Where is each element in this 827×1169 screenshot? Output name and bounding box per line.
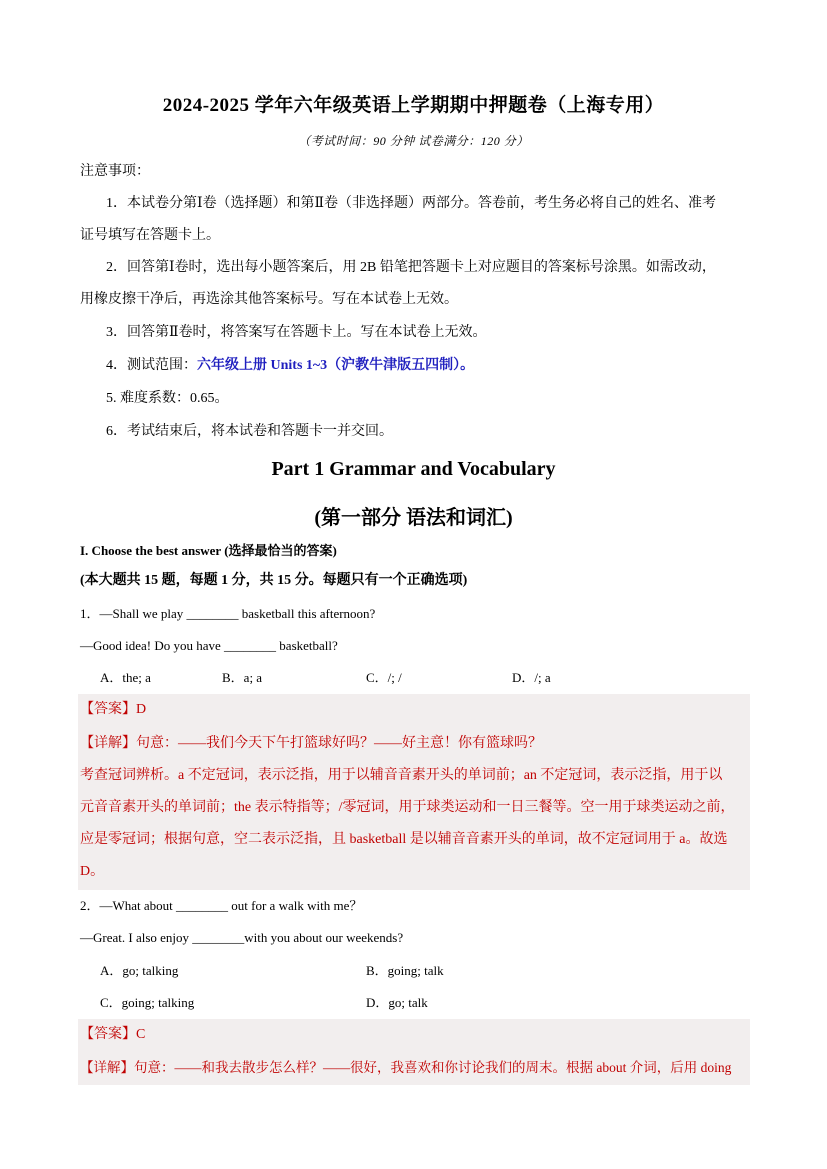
note-line: 2．回答第Ⅰ卷时，选出每小题答案后，用 2B 铅笔把答题卡上对应题目的答案标号涂黑。如需改动，: [106, 260, 716, 275]
answer-label: 【答案】: [80, 702, 136, 717]
question-1-option-c: C．/; /: [366, 670, 402, 685]
explain-line: 考查冠词辨析。a 不定冠词，表示泛指，用于以辅音音素开头的单词前；an 不定冠词，表示泛指，用于以: [80, 768, 723, 783]
answer-value: C: [136, 1027, 146, 1042]
note-scope-label: 4．测试范围：: [106, 358, 197, 373]
question-1-option-a: A．the; a: [100, 670, 151, 685]
note-line: 6．考试结束后，将本试卷和答题卡一并交回。: [106, 424, 393, 439]
explain-line: 句意：——和我去散步怎么样？——很好，我喜欢和你讨论我们的周末。根据 about 介词，后用 doing: [134, 1060, 732, 1075]
answer-label: 【答案】: [80, 1027, 136, 1042]
explain-line: 句意：——我们今天下午打篮球好吗？——好主意！你有篮球吗？: [136, 736, 542, 751]
note-scope-value: 六年级上册 Units 1~3（沪教牛津版五四制）。: [197, 358, 475, 373]
question-1-stem-2: —Good idea! Do you have ________ basketball?: [80, 638, 338, 653]
explain-line: 应是零冠词；根据句意，空二表示泛指，且 basketball 是以辅音音素开头的单词，故不定冠词用于 a。故选: [80, 832, 728, 847]
exam-title: 2024-2025 学年六年级英语上学期期中押题卷（上海专用）: [162, 95, 665, 116]
question-1-answer: [80, 700, 146, 720]
note-line: [106, 356, 474, 376]
note-line: 3．回答第Ⅱ卷时，将答案写在答题卡上。写在本试卷上无效。: [106, 325, 487, 340]
exam-subtitle: （考试时间：90 分钟 试卷满分：120 分）: [298, 134, 529, 148]
notes-heading: 注意事项：: [80, 164, 150, 179]
explain-line: 元音音素开头的单词前；the 表示特指等；/零冠词，用于球类运动和一日三餐等。空一用于球类运动之前，: [80, 800, 735, 815]
part-title: Part 1 Grammar and Vocabulary: [271, 458, 556, 480]
answer-value: D: [136, 702, 147, 717]
part-subtitle: (第一部分 语法和词汇): [314, 507, 513, 529]
question-2-option-d: D．go; talk: [366, 995, 428, 1010]
explain-line: D。: [80, 864, 105, 879]
question-2-answer: [80, 1025, 145, 1045]
note-line: 用橡皮擦干净后，再选涂其他答案标号。写在本试卷上无效。: [80, 292, 458, 307]
question-2-stem: 2．—What about ________ out for a walk with me？: [80, 898, 363, 913]
question-1-stem: 1．—Shall we play ________ basketball this afternoon?: [80, 606, 376, 621]
note-line: 证号填写在答题卡上。: [80, 228, 220, 243]
note-line: 1．本试卷分第Ⅰ卷（选择题）和第Ⅱ卷（非选择题）两部分。答卷前，考生务必将自己的姓名、准考: [106, 196, 717, 211]
question-1-option-d: D．/; a: [512, 670, 551, 685]
question-2-explain: [80, 1058, 731, 1078]
explain-label: 【详解】: [80, 736, 136, 751]
question-2-option-b: B．going; talk: [366, 963, 444, 978]
question-2-option-c: C．going; talking: [100, 995, 195, 1010]
section-heading: I. Choose the best answer (选择最恰当的答案): [80, 543, 337, 558]
explain-label: 【详解】: [80, 1060, 134, 1075]
note-line: 5. 难度系数：0.65。: [106, 391, 229, 406]
question-2-option-a: A．go; talking: [100, 963, 179, 978]
question-1-option-b: B．a; a: [222, 670, 263, 685]
question-2-stem-2: —Great. I also enjoy ________with you about our weekends?: [80, 930, 404, 945]
section-instruction: (本大题共 15 题，每题 1 分，共 15 分。每题只有一个正确选项): [80, 573, 468, 588]
answer-box-1: [78, 694, 750, 890]
question-1-explain: [80, 734, 542, 754]
